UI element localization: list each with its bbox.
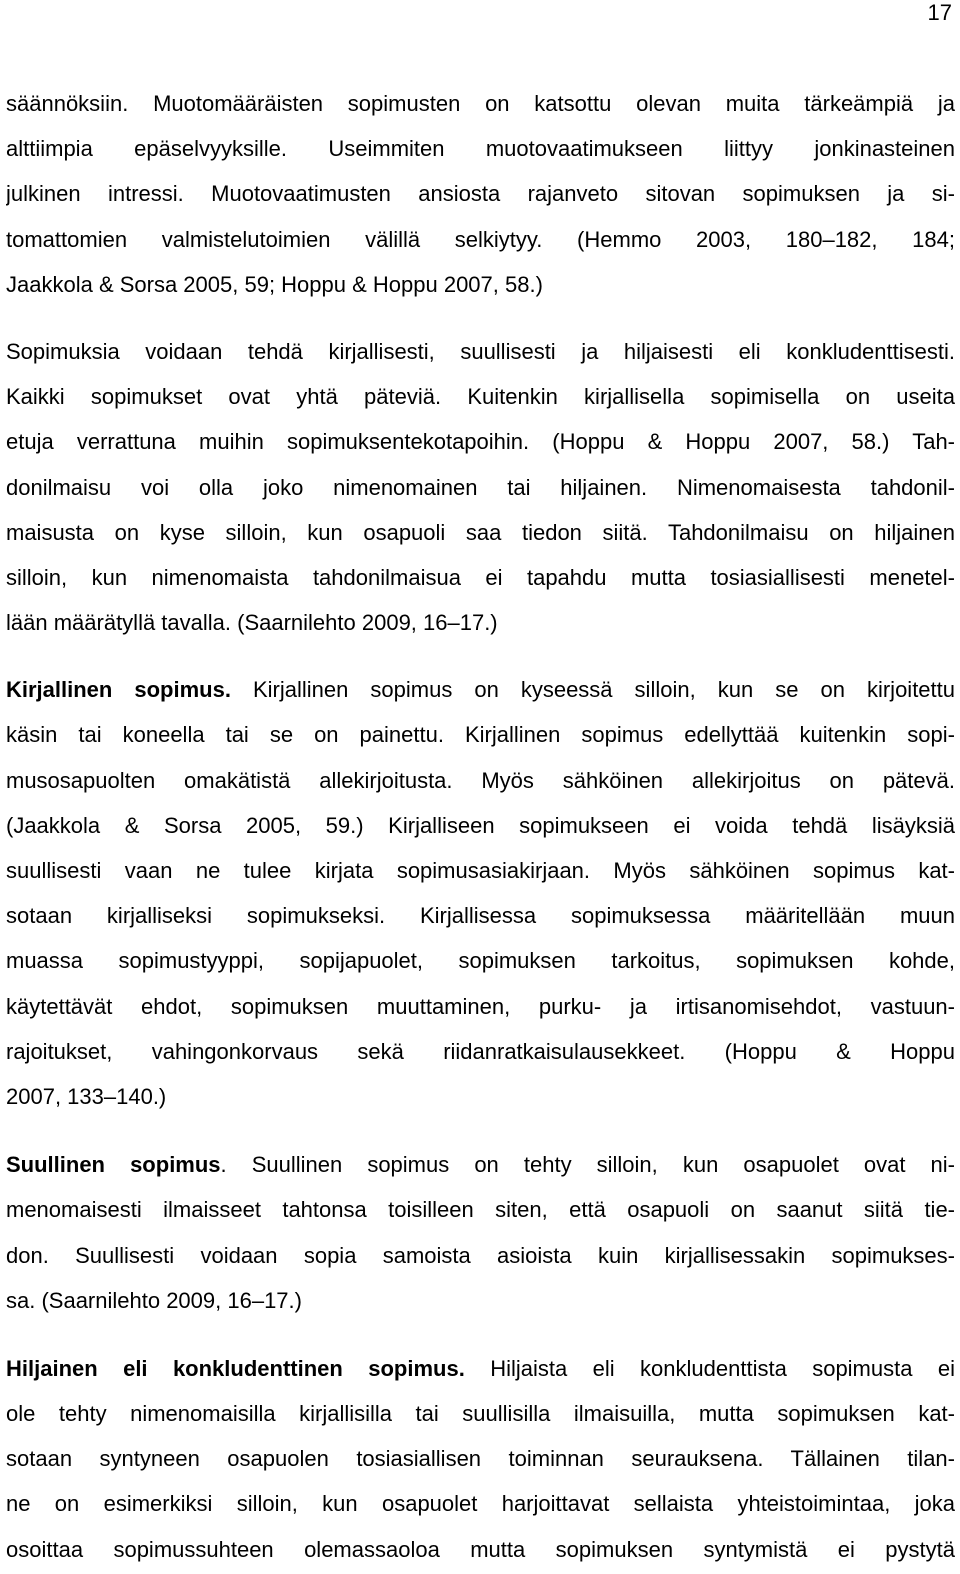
text-line: menomaisesti ilmaisseet tahtonsa toisilleen siten, että osapuoli on saanut siitä tie-	[6, 1197, 955, 1223]
paragraph-hiljainen-sopimus	[6, 1346, 955, 1572]
paragraph-muotovaatimus	[6, 81, 955, 307]
text-line: maisusta on kyse silloin, kun osapuoli saa tiedon siitä. Tahdonilmaisu on hiljainen	[6, 519, 955, 545]
text-line	[6, 1346, 955, 1391]
text-line	[6, 667, 955, 712]
section-heading: Hiljainen eli konkludenttinen sopimus.	[6, 1355, 465, 1381]
text-line: lään määrätyllä tavalla. (Saarnilehto 2009, 16–17.)	[6, 610, 498, 636]
text-line: musosapuolten omakätistä allekirjoitusta. Myös sähköinen allekirjoitus on pätevä.	[6, 767, 955, 793]
section-heading: Suullinen sopimus	[6, 1152, 221, 1178]
text-line	[6, 1142, 955, 1187]
text-line: donilmaisu voi olla joko nimenomainen tai hiljainen. Nimenomaisesta tahdonil-	[6, 474, 955, 500]
text-line: 2007, 133–140.)	[6, 1083, 167, 1109]
text-line: käytettävät ehdot, sopimuksen muuttaminen, purku- ja irtisanomisehdot, vastuun-	[6, 993, 955, 1019]
text-line: Kaikki sopimukset ovat yhtä päteviä. Kuitenkin kirjallisella sopimisella on useita	[6, 384, 955, 410]
text-run: . Suullinen sopimus on tehty silloin, kun osapuolet ovat ni-	[220, 1152, 955, 1178]
text-line: osoittaa sopimussuhteen olemassaoloa mutta sopimuksen syntymistä ei pystytä	[6, 1536, 955, 1562]
text-line: etuja verrattuna muihin sopimuksentekotapoihin. (Hoppu & Hoppu 2007, 58.) Tah-	[6, 429, 955, 455]
text-line: julkinen intressi. Muotovaatimusten ansiosta rajanveto sitovan sopimuksen ja si-	[6, 181, 955, 207]
paragraph-suullinen-sopimus	[6, 1142, 955, 1323]
text-run: Hiljaista eli konkludenttista sopimusta ei	[464, 1355, 955, 1381]
text-line: käsin tai koneella tai se on painettu. Kirjallinen sopimus edellyttää kuitenkin sopi-	[6, 722, 955, 748]
text-line: muassa sopimustyyppi, sopijapuolet, sopimuksen tarkoitus, sopimuksen kohde,	[6, 948, 955, 974]
text-line: ole tehty nimenomaisilla kirjallisilla tai suullisilla ilmaisuilla, mutta sopimuksen kat-	[6, 1401, 955, 1427]
text-line: alttiimpia epäselvyyksille. Useimmiten muotovaatimukseen liittyy jonkinasteinen	[6, 136, 955, 162]
text-line: Sopimuksia voidaan tehdä kirjallisesti, suullisesti ja hiljaisesti eli konkludenttisesti.	[6, 338, 955, 364]
text-line: sa. (Saarnilehto 2009, 16–17.)	[6, 1287, 302, 1313]
text-line: Jaakkola & Sorsa 2005, 59; Hoppu & Hoppu 2007, 58.)	[6, 271, 543, 297]
text-run: Kirjallinen sopimus on kyseessä silloin, kun se on kirjoitettu	[230, 677, 955, 703]
text-line: rajoitukset, vahingonkorvaus sekä riidanratkaisulausekkeet. (Hoppu & Hoppu	[6, 1038, 955, 1064]
text-line: sotaan kirjalliseksi sopimukseksi. Kirjallisessa sopimuksessa määritellään muun	[6, 903, 955, 929]
text-line: säännöksiin. Muotomääräisten sopimusten on katsottu olevan muita tärkeämpiä ja	[6, 91, 955, 116]
document-body	[6, 81, 955, 1572]
text-line: ne on esimerkiksi silloin, kun osapuolet harjoittavat sellaista yhteistoimintaa, joka	[6, 1491, 955, 1517]
paragraph-kirjallinen-sopimus	[6, 667, 955, 1119]
text-line: (Jaakkola & Sorsa 2005, 59.) Kirjalliseen sopimukseen ei voida tehdä lisäyksiä	[6, 812, 955, 838]
section-heading: Kirjallinen sopimus.	[6, 677, 231, 703]
text-line: sotaan syntyneen osapuolen tosiasiallisen toiminnan seurauksena. Tällainen tilan-	[6, 1446, 955, 1472]
page-number: 17	[927, 0, 952, 25]
text-line: tomattomien valmistelutoimien välillä selkiytyy. (Hemmo 2003, 180–182, 184;	[6, 226, 955, 252]
text-line: don. Suullisesti voidaan sopia samoista asioista kuin kirjallisessakin sopimukses-	[6, 1242, 955, 1268]
text-line: suullisesti vaan ne tulee kirjata sopimusasiakirjaan. Myös sähköinen sopimus kat-	[6, 858, 955, 883]
text-line: silloin, kun nimenomaista tahdonilmaisua ei tapahdu mutta tosiasiallisesti menetel-	[6, 564, 955, 590]
paragraph-sopimustavat	[6, 329, 955, 645]
